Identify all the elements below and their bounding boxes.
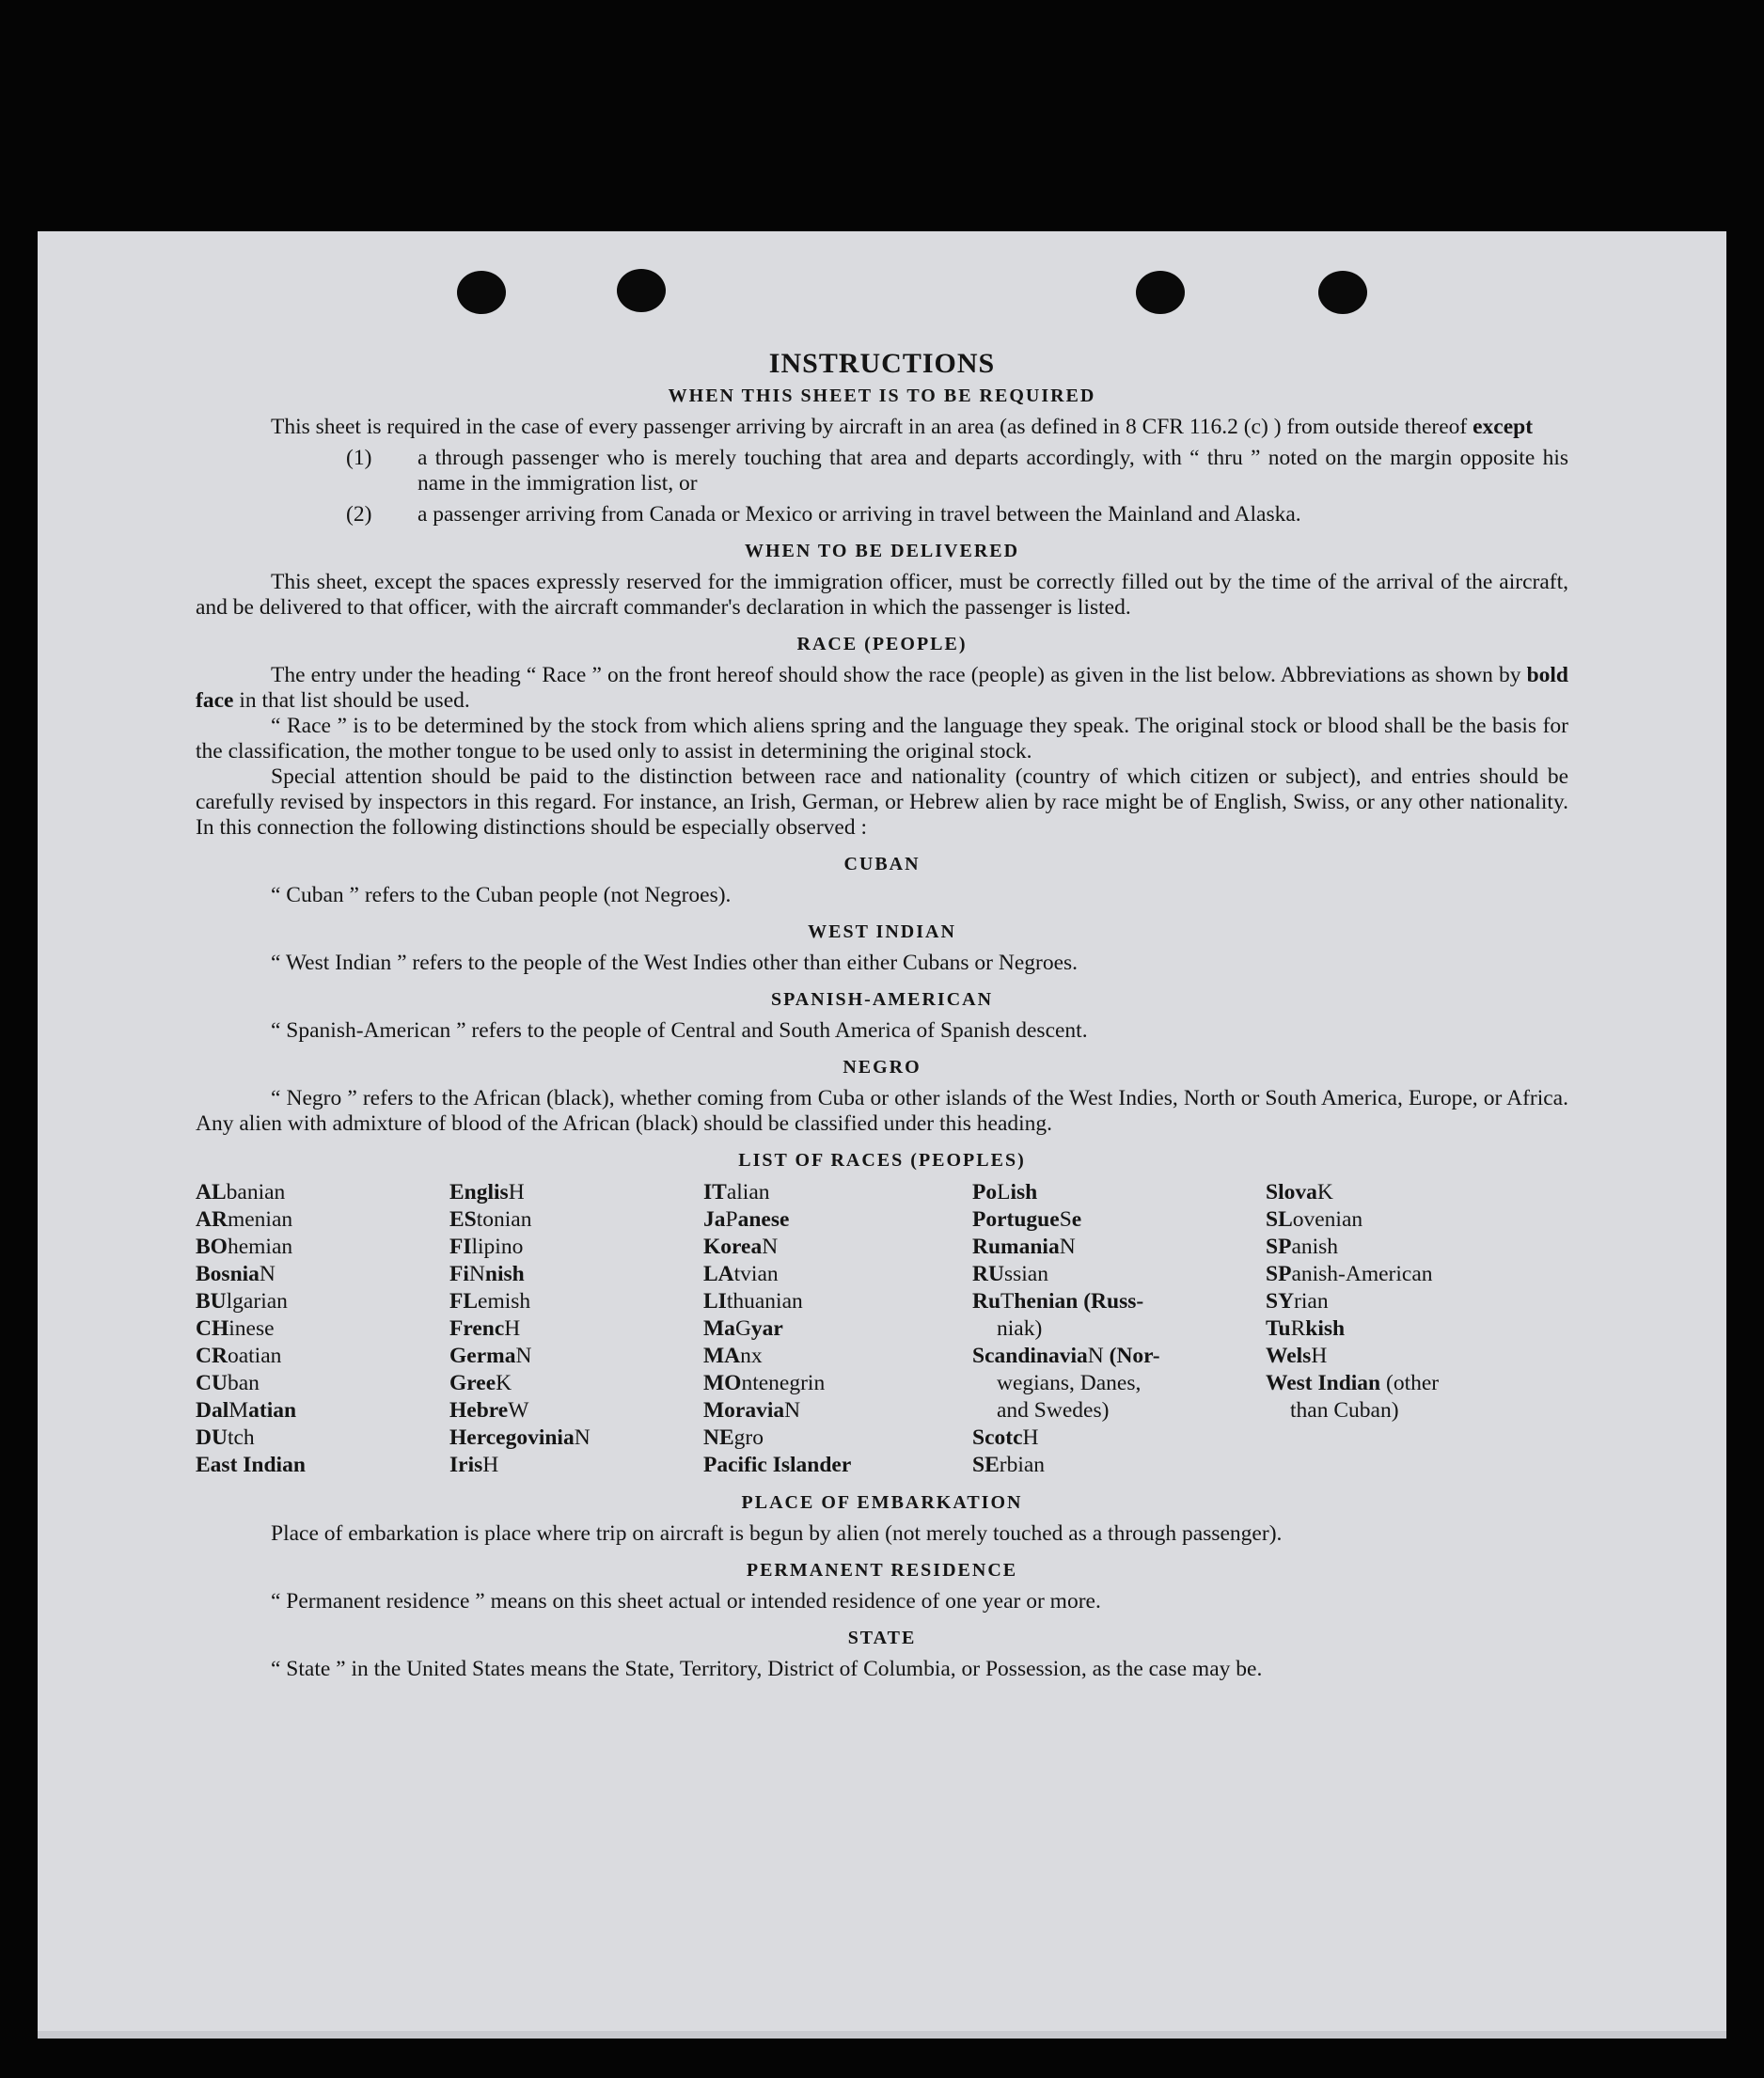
section-heading-race: RACE (PEOPLE) xyxy=(796,634,968,654)
section-heading-required: WHEN THIS SHEET IS TO BE REQUIRED xyxy=(668,386,1096,406)
race-abbrev-bold: e xyxy=(1071,1207,1082,1232)
race-entry xyxy=(449,1343,703,1370)
required-intro xyxy=(196,415,1568,440)
spanish-american-text: “ Spanish-American ” refers to the people of Central and South America of Spanish descent. xyxy=(271,1018,1088,1043)
race-text: emish xyxy=(478,1289,531,1314)
section-heading-delivered: WHEN TO BE DELIVERED xyxy=(744,541,1020,561)
race-entry xyxy=(196,1370,449,1397)
race-entry xyxy=(703,1288,972,1315)
race-abbrev-bold: SE xyxy=(972,1453,1000,1477)
race-entry xyxy=(196,1288,449,1315)
race-entry xyxy=(972,1179,1266,1206)
section-heading-embarkation: PLACE OF EMBARKATION xyxy=(741,1492,1023,1513)
race-p1-bold: bold face xyxy=(196,663,1568,713)
race-text: than Cuban) xyxy=(1290,1398,1399,1423)
race-entry xyxy=(972,1234,1266,1261)
race-entry xyxy=(449,1397,703,1425)
section-heading-spanish-american: SPANISH-AMERICAN xyxy=(770,989,994,1010)
negro-text: “ Negro ” refers to the African (black), whether coming from Cuba or other islands of the West Indies, North or South America, Europe, or Africa. Any alien with admixture of blood of the African (black) should be classified under this heading. xyxy=(196,1086,1568,1136)
race-abbrev-bold: East Indian xyxy=(196,1453,306,1477)
race-abbrev-bold: LI xyxy=(703,1289,727,1314)
race-entry xyxy=(1266,1179,1548,1206)
race-text: M xyxy=(228,1398,249,1423)
race-abbrev-bold: FL xyxy=(449,1289,479,1314)
cuban-text: “ Cuban ” refers to the Cuban people (not Negroes). xyxy=(271,883,732,907)
race-entry xyxy=(703,1343,972,1370)
race-abbrev-bold: Rumania xyxy=(972,1235,1060,1259)
race-abbrev-bold: IT xyxy=(703,1180,727,1204)
instructions-content xyxy=(196,348,1568,1682)
residence-text: “ Permanent residence ” means on this sheet actual or intended residence of one year or more. xyxy=(271,1589,1101,1614)
race-text: gro xyxy=(733,1425,764,1450)
race-abbrev-bold: atian xyxy=(248,1398,297,1423)
race-text: alian xyxy=(726,1180,770,1204)
race-abbrev-bold: Po xyxy=(972,1180,998,1204)
race-entry xyxy=(972,1370,1266,1397)
race-abbrev-bold: nish xyxy=(484,1262,525,1286)
race-entry xyxy=(196,1397,449,1425)
race-entry xyxy=(1266,1206,1548,1234)
race-text: and Swedes) xyxy=(997,1398,1110,1423)
race-abbrev-bold: ish xyxy=(1010,1180,1038,1204)
race-abbrev-bold: Ja xyxy=(703,1207,726,1232)
race-entry xyxy=(703,1452,972,1479)
race-entry xyxy=(449,1179,703,1206)
punch-hole xyxy=(1136,271,1185,314)
race-abbrev-bold: Tu xyxy=(1266,1316,1291,1341)
race-entry xyxy=(972,1452,1266,1479)
race-text: rian xyxy=(1294,1289,1329,1314)
embarkation-text: Place of embarkation is place where trip on aircraft is begun by alien (not merely touched as a through passenger). xyxy=(271,1521,1283,1546)
race-entry xyxy=(449,1206,703,1234)
race-abbrev-bold: West Indian xyxy=(1266,1371,1381,1395)
race-paragraph-1 xyxy=(196,663,1568,714)
race-abbrev-bold: CH xyxy=(196,1316,229,1341)
race-abbrev-bold: FI xyxy=(449,1235,472,1259)
race-list xyxy=(196,1179,1568,1479)
race-entry xyxy=(196,1179,449,1206)
race-entry xyxy=(196,1234,449,1261)
race-abbrev-bold: kish xyxy=(1305,1316,1346,1341)
race-entry xyxy=(703,1370,972,1397)
punch-hole xyxy=(617,269,666,312)
race-text: H xyxy=(482,1453,499,1477)
race-abbrev-bold: NE xyxy=(703,1425,734,1450)
delivered-text: This sheet, except the spaces expressly reserved for the immigration officer, must be correctly filled out by the time of the arrival of the aircraft, and be delivered to that officer, with the aircraft commander's declaration in which the passenger is listed. xyxy=(196,570,1568,620)
race-abbrev-bold: anese xyxy=(737,1207,790,1232)
race-text: H xyxy=(508,1180,525,1204)
race-abbrev-bold: Bosnia xyxy=(196,1262,260,1286)
race-entry xyxy=(1266,1234,1548,1261)
race-abbrev-bold: henian (Russ- xyxy=(1014,1289,1144,1314)
section-heading-cuban: CUBAN xyxy=(843,854,921,874)
race-list-column xyxy=(196,1179,449,1479)
race-p1-text: The entry under the heading “ Race ” on the front hereof should show the race (people) as given in the list below. Abbreviations as shown by xyxy=(271,663,1527,687)
race-text: ntenegrin xyxy=(741,1371,826,1395)
race-abbrev-bold: Fi xyxy=(449,1262,469,1286)
race-text: N xyxy=(1059,1235,1076,1259)
race-entry xyxy=(449,1234,703,1261)
race-text: T xyxy=(1000,1289,1015,1314)
race-abbrev-bold: AR xyxy=(196,1207,228,1232)
race-text: anish xyxy=(1291,1235,1339,1259)
race-abbrev-bold: CR xyxy=(196,1344,228,1368)
race-text: S xyxy=(1059,1207,1072,1232)
race-text: K xyxy=(496,1371,512,1395)
race-text: N xyxy=(762,1235,779,1259)
race-text: inese xyxy=(228,1316,275,1341)
section-heading-negro: NEGRO xyxy=(843,1057,921,1078)
race-list-column xyxy=(449,1179,703,1479)
race-abbrev-bold: SP xyxy=(1266,1262,1292,1286)
race-entry xyxy=(196,1452,449,1479)
race-entry xyxy=(196,1343,449,1370)
race-text: N xyxy=(1087,1344,1104,1368)
race-entry xyxy=(703,1179,972,1206)
race-text: ssian xyxy=(1003,1262,1048,1286)
race-abbrev-bold: Ma xyxy=(703,1316,735,1341)
race-abbrev-bold: BO xyxy=(196,1235,228,1259)
race-abbrev-bold: yar xyxy=(750,1316,783,1341)
race-text: N xyxy=(468,1262,485,1286)
clause-text: a through passenger who is merely touching that area and departs accordingly, with “ thru ” noted on the margin opposite his name in the immigration list, or xyxy=(417,446,1568,496)
race-text: G xyxy=(734,1316,751,1341)
document-sheet xyxy=(38,231,1726,2039)
race-text: nx xyxy=(740,1344,763,1368)
race-paragraph-2: “ Race ” is to be determined by the stock from which aliens spring and the language they speak. The original stock or blood shall be the basis for the classification, the mother tongue to be used only to assist in determining the original stock. xyxy=(196,714,1568,764)
race-text: K xyxy=(1316,1180,1333,1204)
race-entry xyxy=(449,1261,703,1288)
punch-hole xyxy=(1318,271,1367,314)
race-abbrev-bold: Korea xyxy=(703,1235,763,1259)
race-text: ban xyxy=(227,1371,260,1395)
race-text: tonian xyxy=(476,1207,532,1232)
race-abbrev-bold: Hebre xyxy=(449,1398,509,1423)
clause-number: (2) xyxy=(346,502,372,527)
race-list-column xyxy=(703,1179,972,1479)
race-entry xyxy=(1266,1370,1548,1397)
section-heading-west-indian: WEST INDIAN xyxy=(808,921,956,942)
race-entry xyxy=(196,1315,449,1343)
race-entry xyxy=(703,1397,972,1425)
race-abbrev-bold: SL xyxy=(1266,1207,1293,1232)
section-heading-residence: PERMANENT RESIDENCE xyxy=(746,1560,1018,1581)
race-abbrev-bold: Scandinavia xyxy=(972,1344,1088,1368)
race-text: hemian xyxy=(227,1235,293,1259)
clause-number: (1) xyxy=(346,446,372,470)
race-text: N xyxy=(515,1344,532,1368)
race-paragraph-3: Special attention should be paid to the distinction between race and nationality (country of which citizen or subject), and entries should be carefully revised by inspectors in this regard. For instance, an Irish, German, or Hebrew alien by race might be of English, Swiss, or any other nationality. In this connection the following distinctions should be especially observed : xyxy=(196,764,1568,840)
race-abbrev-bold: SP xyxy=(1266,1235,1292,1259)
race-text: N xyxy=(784,1398,801,1423)
race-abbrev-bold: Moravia xyxy=(703,1398,785,1423)
race-entry xyxy=(449,1425,703,1452)
race-abbrev-bold: Scotc xyxy=(972,1425,1023,1450)
race-abbrev-bold: Gree xyxy=(449,1371,496,1395)
required-intro-text: This sheet is required in the case of every passenger arriving by aircraft in an area (as defined in 8 CFR 116.2 (c) ) from outside thereof xyxy=(271,415,1473,439)
race-abbrev-bold: Englis xyxy=(449,1180,509,1204)
race-abbrev-bold: RU xyxy=(972,1262,1004,1286)
race-text: banian xyxy=(226,1180,286,1204)
race-entry xyxy=(972,1343,1266,1370)
state-text: “ State ” in the United States means the State, Territory, District of Columbia, or Possession, as the case may be. xyxy=(271,1657,1263,1681)
race-list-column xyxy=(1266,1179,1548,1479)
race-entry xyxy=(972,1288,1266,1315)
race-entry xyxy=(972,1315,1266,1343)
clause-text: a passenger arriving from Canada or Mexico or arriving in travel between the Mainland and Alaska. xyxy=(417,502,1301,527)
required-clause-1 xyxy=(196,446,1568,496)
race-text: P xyxy=(725,1207,738,1232)
race-text: lipino xyxy=(471,1235,524,1259)
race-entry xyxy=(1266,1315,1548,1343)
race-abbrev-bold: LA xyxy=(703,1262,734,1286)
race-text: N xyxy=(574,1425,591,1450)
required-clause-2 xyxy=(196,502,1568,527)
race-text: L xyxy=(997,1180,1011,1204)
race-entry xyxy=(1266,1288,1548,1315)
race-text: lgarian xyxy=(226,1289,288,1314)
race-text: oatian xyxy=(227,1344,282,1368)
race-abbrev-bold: Wels xyxy=(1266,1344,1312,1368)
race-text: tch xyxy=(227,1425,255,1450)
race-abbrev-bold: Iris xyxy=(449,1453,483,1477)
race-entry xyxy=(972,1261,1266,1288)
race-entry xyxy=(1266,1343,1548,1370)
section-heading-list: LIST OF RACES (PEOPLES) xyxy=(738,1150,1026,1171)
race-text: (other xyxy=(1380,1371,1440,1395)
race-abbrev-bold: ES xyxy=(449,1207,477,1232)
race-p1-tail: in that list should be used. xyxy=(233,688,470,713)
race-abbrev-bold: Dal xyxy=(196,1398,229,1423)
race-list-column xyxy=(972,1179,1266,1479)
race-abbrev-bold: Pacific Islander xyxy=(703,1453,852,1477)
race-text: wegians, Danes, xyxy=(997,1371,1142,1395)
race-text: thuanian xyxy=(726,1289,803,1314)
race-entry xyxy=(196,1261,449,1288)
race-text: niak) xyxy=(997,1316,1043,1341)
race-abbrev-bold: Hercegovinia xyxy=(449,1425,575,1450)
race-text: tvian xyxy=(733,1262,779,1286)
race-entry xyxy=(1266,1261,1548,1288)
required-intro-except: except xyxy=(1473,415,1534,439)
race-abbrev-bold: Germa xyxy=(449,1344,516,1368)
race-entry xyxy=(703,1261,972,1288)
race-abbrev-bold: Frenc xyxy=(449,1316,505,1341)
race-entry xyxy=(703,1234,972,1261)
race-abbrev-bold: (Nor- xyxy=(1103,1344,1160,1368)
race-abbrev-bold: Portugue xyxy=(972,1207,1060,1232)
race-abbrev-bold: AL xyxy=(196,1180,227,1204)
race-entry xyxy=(196,1206,449,1234)
race-text: N xyxy=(259,1262,276,1286)
race-text: ovenian xyxy=(1292,1207,1363,1232)
race-entry xyxy=(449,1370,703,1397)
race-text: R xyxy=(1290,1316,1306,1341)
race-text: H xyxy=(1311,1344,1328,1368)
punch-hole xyxy=(457,271,506,314)
race-abbrev-bold: Slova xyxy=(1266,1180,1317,1204)
race-text: W xyxy=(508,1398,529,1423)
race-abbrev-bold: MA xyxy=(703,1344,741,1368)
race-text: menian xyxy=(227,1207,293,1232)
race-entry xyxy=(449,1452,703,1479)
race-entry xyxy=(449,1288,703,1315)
race-abbrev-bold: Ru xyxy=(972,1289,1001,1314)
race-entry xyxy=(449,1315,703,1343)
race-entry xyxy=(703,1315,972,1343)
race-abbrev-bold: DU xyxy=(196,1425,228,1450)
page-title: INSTRUCTIONS xyxy=(768,348,996,379)
race-entry xyxy=(703,1206,972,1234)
section-heading-state: STATE xyxy=(847,1628,917,1648)
race-text: H xyxy=(504,1316,521,1341)
race-text: rbian xyxy=(999,1453,1046,1477)
race-abbrev-bold: SY xyxy=(1266,1289,1295,1314)
race-entry xyxy=(972,1206,1266,1234)
race-entry xyxy=(972,1397,1266,1425)
race-entry xyxy=(703,1425,972,1452)
race-abbrev-bold: CU xyxy=(196,1371,228,1395)
race-text: H xyxy=(1022,1425,1039,1450)
race-entry xyxy=(1266,1397,1548,1425)
race-entry xyxy=(196,1425,449,1452)
race-abbrev-bold: BU xyxy=(196,1289,227,1314)
race-text: anish-American xyxy=(1291,1262,1433,1286)
race-entry xyxy=(972,1425,1266,1452)
west-indian-text: “ West Indian ” refers to the people of the West Indies other than either Cubans or Negroes. xyxy=(271,951,1079,975)
race-abbrev-bold: MO xyxy=(703,1371,742,1395)
